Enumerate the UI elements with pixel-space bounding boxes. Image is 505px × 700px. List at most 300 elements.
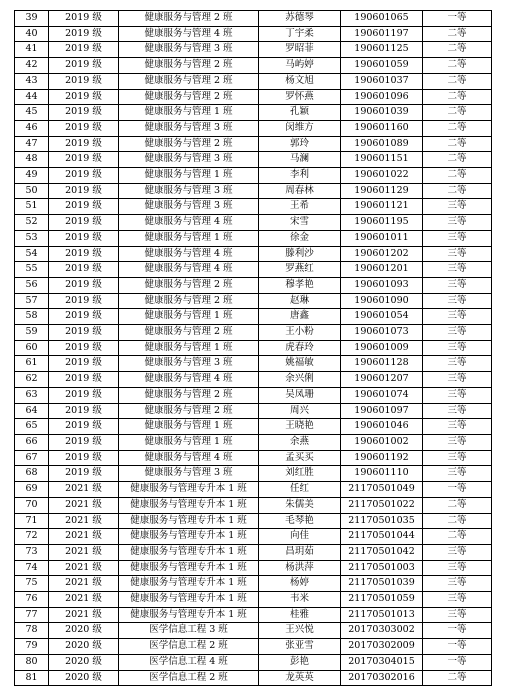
table-row	[15, 136, 492, 152]
student-id-cell: 190601059	[341, 58, 423, 74]
award-level-cell: 二等	[423, 73, 492, 89]
table-row	[15, 560, 492, 576]
grade-cell: 2021 级	[49, 544, 119, 560]
class-cell: 健康服务与管理 1 班	[119, 168, 259, 184]
row-number-cell: 49	[15, 168, 49, 184]
student-id-cell: 21170501022	[341, 497, 423, 513]
row-number-cell: 74	[15, 560, 49, 576]
class-cell: 医学信息工程 2 班	[119, 639, 259, 655]
award-level-cell: 二等	[423, 105, 492, 121]
row-number-cell: 50	[15, 183, 49, 199]
student-name-cell: 滕利沙	[259, 246, 341, 262]
student-id-cell: 190601129	[341, 183, 423, 199]
student-id-cell: 190601096	[341, 89, 423, 105]
student-id-cell: 190601089	[341, 136, 423, 152]
grade-cell: 2019 级	[49, 120, 119, 136]
grade-cell: 2021 级	[49, 576, 119, 592]
table-row	[15, 293, 492, 309]
student-name-cell: 周春林	[259, 183, 341, 199]
table-row	[15, 576, 492, 592]
grade-cell: 2019 级	[49, 230, 119, 246]
student-id-cell: 190601065	[341, 11, 423, 27]
student-name-cell: 刘红胜	[259, 466, 341, 482]
award-level-cell: 三等	[423, 419, 492, 435]
class-cell: 健康服务与管理 2 班	[119, 136, 259, 152]
award-level-cell: 三等	[423, 309, 492, 325]
student-name-cell: 姚福敏	[259, 356, 341, 372]
grade-cell: 2020 级	[49, 623, 119, 639]
student-id-cell: 21170501044	[341, 529, 423, 545]
row-number-cell: 60	[15, 340, 49, 356]
class-cell: 健康服务与管理 1 班	[119, 309, 259, 325]
class-cell: 医学信息工程 4 班	[119, 654, 259, 670]
table-row	[15, 544, 492, 560]
grade-cell: 2019 级	[49, 26, 119, 42]
award-level-cell: 三等	[423, 592, 492, 608]
student-name-cell: 王兴悦	[259, 623, 341, 639]
class-cell: 健康服务与管理专升本 1 班	[119, 592, 259, 608]
table-row	[15, 325, 492, 341]
class-cell: 健康服务与管理 3 班	[119, 183, 259, 199]
row-number-cell: 76	[15, 592, 49, 608]
class-cell: 健康服务与管理 4 班	[119, 372, 259, 388]
student-id-cell: 21170501035	[341, 513, 423, 529]
class-cell: 健康服务与管理 3 班	[119, 466, 259, 482]
student-name-cell: 王希	[259, 199, 341, 215]
class-cell: 健康服务与管理专升本 1 班	[119, 497, 259, 513]
row-number-cell: 42	[15, 58, 49, 74]
class-cell: 健康服务与管理 3 班	[119, 199, 259, 215]
award-level-cell: 三等	[423, 560, 492, 576]
row-number-cell: 68	[15, 466, 49, 482]
student-id-cell: 190601121	[341, 199, 423, 215]
student-id-cell: 190601110	[341, 466, 423, 482]
table-row	[15, 403, 492, 419]
class-cell: 健康服务与管理专升本 1 班	[119, 544, 259, 560]
table-row	[15, 356, 492, 372]
student-name-cell: 向佳	[259, 529, 341, 545]
award-level-cell: 二等	[423, 26, 492, 42]
table-row	[15, 670, 492, 686]
class-cell: 健康服务与管理 2 班	[119, 403, 259, 419]
grade-cell: 2019 级	[49, 356, 119, 372]
table-row	[15, 73, 492, 89]
student-id-cell: 190601160	[341, 120, 423, 136]
row-number-cell: 62	[15, 372, 49, 388]
award-level-cell: 三等	[423, 576, 492, 592]
student-name-cell: 徐金	[259, 230, 341, 246]
grade-cell: 2021 级	[49, 592, 119, 608]
student-name-cell: 孔颖	[259, 105, 341, 121]
award-level-cell: 三等	[423, 340, 492, 356]
student-id-cell: 190601097	[341, 403, 423, 419]
award-level-cell: 二等	[423, 120, 492, 136]
row-number-cell: 56	[15, 277, 49, 293]
table-row	[15, 26, 492, 42]
award-level-cell: 三等	[423, 277, 492, 293]
table-row	[15, 105, 492, 121]
grade-cell: 2019 级	[49, 372, 119, 388]
student-id-cell: 20170302016	[341, 670, 423, 686]
student-name-cell: 王小粉	[259, 325, 341, 341]
student-name-cell: 昌玥茹	[259, 544, 341, 560]
student-name-cell: 韦米	[259, 592, 341, 608]
award-level-cell: 一等	[423, 11, 492, 27]
award-level-cell: 三等	[423, 356, 492, 372]
row-number-cell: 64	[15, 403, 49, 419]
row-number-cell: 57	[15, 293, 49, 309]
student-id-cell: 190601011	[341, 230, 423, 246]
award-level-cell: 二等	[423, 58, 492, 74]
table-row	[15, 513, 492, 529]
student-id-cell: 190601207	[341, 372, 423, 388]
award-level-cell: 三等	[423, 230, 492, 246]
table-row	[15, 387, 492, 403]
student-id-cell: 190601128	[341, 356, 423, 372]
award-level-cell: 二等	[423, 89, 492, 105]
grade-cell: 2019 级	[49, 262, 119, 278]
class-cell: 健康服务与管理 2 班	[119, 293, 259, 309]
class-cell: 健康服务与管理 1 班	[119, 419, 259, 435]
table-row	[15, 246, 492, 262]
class-cell: 健康服务与管理专升本 1 班	[119, 513, 259, 529]
award-level-cell: 三等	[423, 372, 492, 388]
class-cell: 健康服务与管理 1 班	[119, 340, 259, 356]
table-row	[15, 639, 492, 655]
award-level-cell: 三等	[423, 607, 492, 623]
award-level-cell: 三等	[423, 246, 492, 262]
table-row	[15, 183, 492, 199]
student-id-cell: 190601202	[341, 246, 423, 262]
class-cell: 健康服务与管理 3 班	[119, 152, 259, 168]
student-name-cell: 虎春玲	[259, 340, 341, 356]
student-id-cell: 190601192	[341, 450, 423, 466]
student-name-cell: 宋雪	[259, 215, 341, 231]
class-cell: 医学信息工程 2 班	[119, 670, 259, 686]
student-id-cell: 190601151	[341, 152, 423, 168]
row-number-cell: 78	[15, 623, 49, 639]
award-level-cell: 三等	[423, 403, 492, 419]
class-cell: 健康服务与管理专升本 1 班	[119, 607, 259, 623]
table-row	[15, 623, 492, 639]
grade-cell: 2019 级	[49, 89, 119, 105]
student-id-cell: 190601039	[341, 105, 423, 121]
student-id-cell: 20170302009	[341, 639, 423, 655]
grade-cell: 2019 级	[49, 42, 119, 58]
table-row	[15, 11, 492, 27]
student-id-cell: 20170303002	[341, 623, 423, 639]
grade-cell: 2021 级	[49, 560, 119, 576]
student-name-cell: 朱儒美	[259, 497, 341, 513]
class-cell: 健康服务与管理 4 班	[119, 450, 259, 466]
row-number-cell: 63	[15, 387, 49, 403]
award-level-cell: 二等	[423, 529, 492, 545]
award-level-cell: 一等	[423, 639, 492, 655]
table-row	[15, 309, 492, 325]
class-cell: 健康服务与管理 2 班	[119, 89, 259, 105]
grade-cell: 2021 级	[49, 497, 119, 513]
row-number-cell: 72	[15, 529, 49, 545]
student-id-cell: 190601009	[341, 340, 423, 356]
class-cell: 医学信息工程 3 班	[119, 623, 259, 639]
student-id-cell: 190601090	[341, 293, 423, 309]
student-name-cell: 罗怀燕	[259, 89, 341, 105]
class-cell: 健康服务与管理 2 班	[119, 277, 259, 293]
table-row	[15, 340, 492, 356]
class-cell: 健康服务与管理 2 班	[119, 387, 259, 403]
award-level-cell: 三等	[423, 215, 492, 231]
class-cell: 健康服务与管理 1 班	[119, 230, 259, 246]
student-name-cell: 罗燕红	[259, 262, 341, 278]
student-name-cell: 闵维方	[259, 120, 341, 136]
class-cell: 健康服务与管理专升本 1 班	[119, 482, 259, 498]
award-level-cell: 二等	[423, 497, 492, 513]
student-name-cell: 吴凤珊	[259, 387, 341, 403]
class-cell: 健康服务与管理 2 班	[119, 58, 259, 74]
award-level-cell: 二等	[423, 168, 492, 184]
table-body	[15, 11, 492, 686]
table-row	[15, 607, 492, 623]
student-name-cell: 穆孝艳	[259, 277, 341, 293]
table-row	[15, 419, 492, 435]
grade-cell: 2020 级	[49, 670, 119, 686]
class-cell: 健康服务与管理 2 班	[119, 73, 259, 89]
student-id-cell: 190601054	[341, 309, 423, 325]
class-cell: 健康服务与管理专升本 1 班	[119, 576, 259, 592]
student-id-cell: 190601046	[341, 419, 423, 435]
grade-cell: 2019 级	[49, 387, 119, 403]
award-level-cell: 三等	[423, 293, 492, 309]
table-row	[15, 42, 492, 58]
row-number-cell: 45	[15, 105, 49, 121]
student-id-cell: 20170304015	[341, 654, 423, 670]
student-name-cell: 张亚雪	[259, 639, 341, 655]
row-number-cell: 75	[15, 576, 49, 592]
row-number-cell: 73	[15, 544, 49, 560]
student-name-cell: 郭玲	[259, 136, 341, 152]
row-number-cell: 77	[15, 607, 49, 623]
grade-cell: 2019 级	[49, 325, 119, 341]
row-number-cell: 48	[15, 152, 49, 168]
row-number-cell: 54	[15, 246, 49, 262]
student-name-cell: 余兴俐	[259, 372, 341, 388]
table-row	[15, 199, 492, 215]
student-id-cell: 21170501013	[341, 607, 423, 623]
table-row	[15, 262, 492, 278]
row-number-cell: 81	[15, 670, 49, 686]
student-id-cell: 21170501059	[341, 592, 423, 608]
student-name-cell: 丁宇柔	[259, 26, 341, 42]
award-level-cell: 二等	[423, 670, 492, 686]
table-row	[15, 450, 492, 466]
grade-cell: 2021 级	[49, 482, 119, 498]
student-id-cell: 190601022	[341, 168, 423, 184]
class-cell: 健康服务与管理 4 班	[119, 215, 259, 231]
student-name-cell: 任红	[259, 482, 341, 498]
table-row	[15, 277, 492, 293]
row-number-cell: 52	[15, 215, 49, 231]
student-name-cell: 杨婷	[259, 576, 341, 592]
class-cell: 健康服务与管理 2 班	[119, 325, 259, 341]
row-number-cell: 51	[15, 199, 49, 215]
row-number-cell: 66	[15, 434, 49, 450]
table-row	[15, 372, 492, 388]
award-level-cell: 一等	[423, 654, 492, 670]
award-level-cell: 一等	[423, 482, 492, 498]
student-id-cell: 190601002	[341, 434, 423, 450]
table-row	[15, 215, 492, 231]
student-name-cell: 苏德琴	[259, 11, 341, 27]
class-cell: 健康服务与管理 3 班	[119, 356, 259, 372]
grade-cell: 2019 级	[49, 105, 119, 121]
award-level-cell: 二等	[423, 513, 492, 529]
student-name-cell: 马澜	[259, 152, 341, 168]
student-name-cell: 赵琳	[259, 293, 341, 309]
row-number-cell: 61	[15, 356, 49, 372]
table-row	[15, 58, 492, 74]
student-id-cell: 190601197	[341, 26, 423, 42]
table-row	[15, 434, 492, 450]
row-number-cell: 39	[15, 11, 49, 27]
table-row	[15, 466, 492, 482]
student-id-cell: 190601201	[341, 262, 423, 278]
grade-cell: 2021 级	[49, 529, 119, 545]
student-name-cell: 马屿婷	[259, 58, 341, 74]
class-cell: 健康服务与管理 4 班	[119, 26, 259, 42]
table-row	[15, 497, 492, 513]
student-id-cell: 21170501039	[341, 576, 423, 592]
table-row	[15, 89, 492, 105]
grade-cell: 2019 级	[49, 152, 119, 168]
award-level-cell: 二等	[423, 183, 492, 199]
row-number-cell: 65	[15, 419, 49, 435]
award-level-cell: 二等	[423, 42, 492, 58]
grade-cell: 2020 级	[49, 639, 119, 655]
class-cell: 健康服务与管理 4 班	[119, 246, 259, 262]
grade-cell: 2019 级	[49, 419, 119, 435]
class-cell: 健康服务与管理 1 班	[119, 105, 259, 121]
award-level-cell: 二等	[423, 152, 492, 168]
class-cell: 健康服务与管理专升本 1 班	[119, 529, 259, 545]
student-name-cell: 毛琴艳	[259, 513, 341, 529]
row-number-cell: 44	[15, 89, 49, 105]
row-number-cell: 43	[15, 73, 49, 89]
student-name-cell: 杨洪萍	[259, 560, 341, 576]
student-id-cell: 190601073	[341, 325, 423, 341]
grade-cell: 2019 级	[49, 246, 119, 262]
class-cell: 健康服务与管理 3 班	[119, 120, 259, 136]
student-id-cell: 190601093	[341, 277, 423, 293]
row-number-cell: 80	[15, 654, 49, 670]
grade-cell: 2020 级	[49, 654, 119, 670]
student-id-cell: 21170501042	[341, 544, 423, 560]
student-name-cell: 彭艳	[259, 654, 341, 670]
student-id-cell: 190601195	[341, 215, 423, 231]
student-name-cell: 龙英英	[259, 670, 341, 686]
award-level-cell: 三等	[423, 544, 492, 560]
row-number-cell: 79	[15, 639, 49, 655]
grade-cell: 2019 级	[49, 215, 119, 231]
class-cell: 健康服务与管理 1 班	[119, 434, 259, 450]
grade-cell: 2019 级	[49, 450, 119, 466]
award-level-cell: 三等	[423, 325, 492, 341]
class-cell: 健康服务与管理 2 班	[119, 11, 259, 27]
table-row	[15, 654, 492, 670]
award-level-cell: 三等	[423, 387, 492, 403]
row-number-cell: 55	[15, 262, 49, 278]
grade-cell: 2019 级	[49, 466, 119, 482]
row-number-cell: 59	[15, 325, 49, 341]
award-level-cell: 三等	[423, 262, 492, 278]
award-level-cell: 三等	[423, 434, 492, 450]
row-number-cell: 41	[15, 42, 49, 58]
student-name-cell: 周兴	[259, 403, 341, 419]
award-level-cell: 一等	[423, 623, 492, 639]
row-number-cell: 47	[15, 136, 49, 152]
grade-cell: 2019 级	[49, 340, 119, 356]
student-id-cell: 21170501049	[341, 482, 423, 498]
row-number-cell: 53	[15, 230, 49, 246]
row-number-cell: 58	[15, 309, 49, 325]
grade-cell: 2019 级	[49, 183, 119, 199]
student-name-cell: 孟买买	[259, 450, 341, 466]
table-row	[15, 482, 492, 498]
student-id-cell: 190601074	[341, 387, 423, 403]
grade-cell: 2021 级	[49, 513, 119, 529]
grade-cell: 2019 级	[49, 199, 119, 215]
table-row	[15, 168, 492, 184]
row-number-cell: 40	[15, 26, 49, 42]
award-level-cell: 三等	[423, 199, 492, 215]
row-number-cell: 46	[15, 120, 49, 136]
grade-cell: 2019 级	[49, 293, 119, 309]
table-row	[15, 230, 492, 246]
table-row	[15, 592, 492, 608]
table-row	[15, 120, 492, 136]
student-id-cell: 190601125	[341, 42, 423, 58]
student-name-cell: 桂雅	[259, 607, 341, 623]
award-list-table	[14, 10, 492, 686]
award-level-cell: 二等	[423, 136, 492, 152]
table-row	[15, 152, 492, 168]
student-id-cell: 21170501003	[341, 560, 423, 576]
grade-cell: 2019 级	[49, 11, 119, 27]
award-level-cell: 三等	[423, 466, 492, 482]
class-cell: 健康服务与管理专升本 1 班	[119, 560, 259, 576]
row-number-cell: 70	[15, 497, 49, 513]
grade-cell: 2019 级	[49, 73, 119, 89]
student-id-cell: 190601037	[341, 73, 423, 89]
row-number-cell: 71	[15, 513, 49, 529]
grade-cell: 2019 级	[49, 136, 119, 152]
grade-cell: 2021 级	[49, 607, 119, 623]
student-name-cell: 唐鑫	[259, 309, 341, 325]
grade-cell: 2019 级	[49, 403, 119, 419]
row-number-cell: 69	[15, 482, 49, 498]
class-cell: 健康服务与管理 3 班	[119, 42, 259, 58]
grade-cell: 2019 级	[49, 277, 119, 293]
student-name-cell: 罗昭菲	[259, 42, 341, 58]
grade-cell: 2019 级	[49, 309, 119, 325]
row-number-cell: 67	[15, 450, 49, 466]
grade-cell: 2019 级	[49, 58, 119, 74]
student-name-cell: 王晓艳	[259, 419, 341, 435]
student-name-cell: 余燕	[259, 434, 341, 450]
student-name-cell: 李利	[259, 168, 341, 184]
student-name-cell: 杨文旭	[259, 73, 341, 89]
grade-cell: 2019 级	[49, 434, 119, 450]
award-level-cell: 三等	[423, 450, 492, 466]
